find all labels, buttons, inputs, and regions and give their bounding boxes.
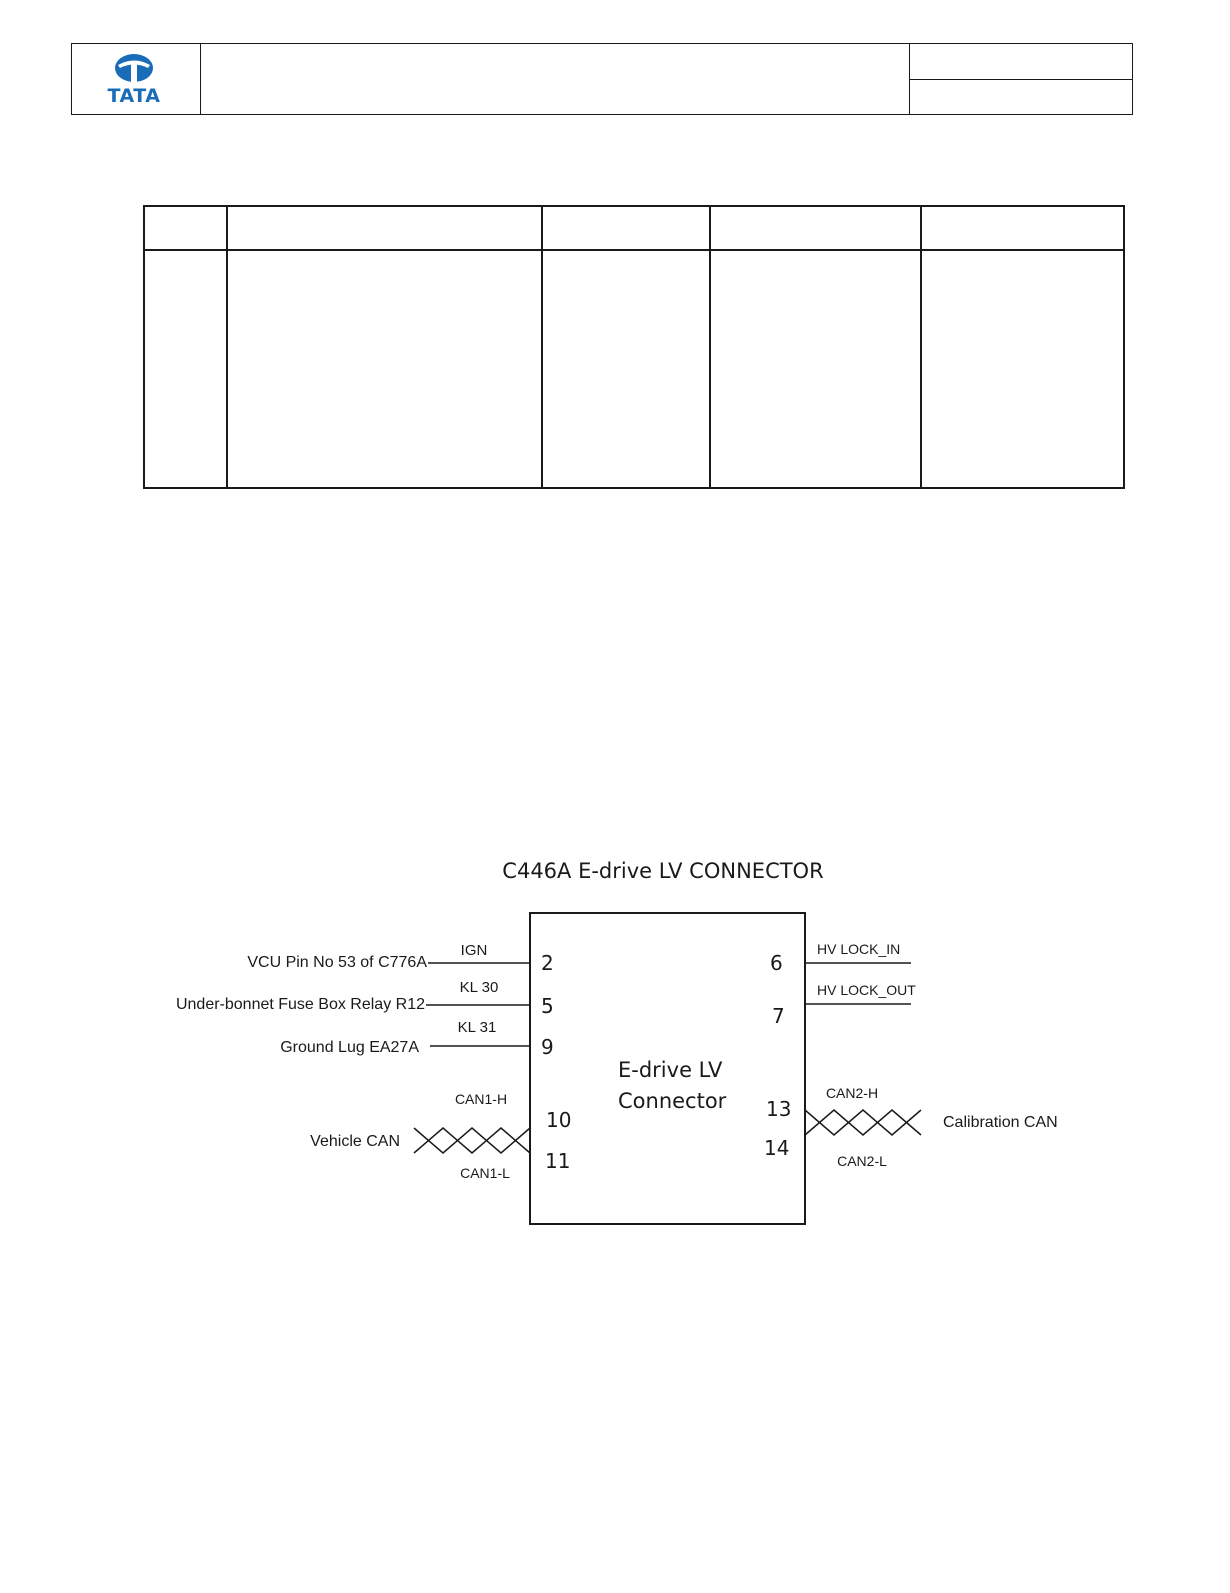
source-label: Under-bonnet Fuse Box Relay R12 <box>175 996 425 1013</box>
can1-twisted-pair <box>414 1128 530 1153</box>
diagram-title: C446A E-drive LV CONNECTOR <box>502 859 824 883</box>
signal-label: CAN1-H <box>454 1091 508 1107</box>
pin-number: 5 <box>541 994 554 1018</box>
signal-label: CAN2-H <box>825 1085 879 1101</box>
bus-label: Vehicle CAN <box>310 1133 400 1150</box>
signal-label: HV LOCK_IN <box>817 941 901 957</box>
can1-twisted-pair <box>414 1128 530 1153</box>
pin-number: 14 <box>764 1136 790 1160</box>
pin-number: 2 <box>541 951 554 975</box>
connector-label-line1: E-drive LV <box>618 1058 723 1082</box>
can2-twisted-pair <box>805 1110 921 1135</box>
signal-label: CAN1-L <box>460 1165 510 1181</box>
pin-number: 7 <box>772 1004 785 1028</box>
signal-label: CAN2-L <box>837 1153 887 1169</box>
bus-label: Calibration CAN <box>943 1114 1058 1131</box>
pin-number: 6 <box>770 951 783 975</box>
source-label: Ground Lug EA27A <box>280 1039 419 1056</box>
pin-number: 9 <box>541 1035 554 1059</box>
pin-number: 10 <box>546 1108 572 1132</box>
pin-number: 13 <box>766 1097 792 1121</box>
connector-label-line2: Connector <box>618 1089 727 1113</box>
signal-label: KL 30 <box>459 979 499 996</box>
can2-twisted-pair <box>805 1110 921 1135</box>
signal-label: HV LOCK_OUT <box>817 982 916 998</box>
source-label: VCU Pin No 53 of C776A <box>247 954 427 971</box>
signal-label: IGN <box>460 942 488 959</box>
signal-label: KL 31 <box>457 1019 497 1036</box>
pin-number: 11 <box>545 1149 571 1173</box>
logo-text: TATA <box>107 85 161 107</box>
